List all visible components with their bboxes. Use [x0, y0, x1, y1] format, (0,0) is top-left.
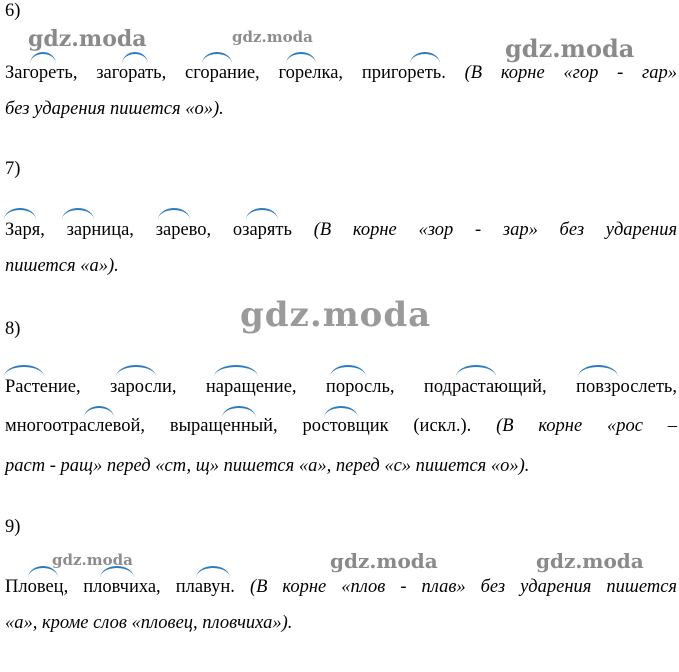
word-list: Пловец, пловчиха, плавун.	[5, 577, 235, 597]
word-list: многоотраслевой, выращенный, ростовщик (искл.).	[5, 416, 472, 436]
section-number: 8)	[5, 319, 21, 339]
section-7-line-1	[5, 219, 677, 241]
section-6-line-2: без ударения пишется «о»).	[5, 99, 224, 119]
root-arc-decoration	[4, 365, 44, 377]
root-arc-decoration	[62, 208, 94, 220]
root-arc-decoration	[246, 208, 278, 220]
section-8-line-1: Растение, заросли, наращение, поросль, подрастающий, повзрослеть,	[5, 377, 677, 397]
rule-note: (В корне «плов - плав» без ударения пишется	[249, 577, 677, 597]
word: озарять	[232, 220, 292, 240]
watermark: gdz.moda	[52, 551, 133, 569]
word: сгорание,	[185, 63, 260, 83]
section-7-line-2: пишется «а»).	[5, 256, 119, 276]
word: пригореть.	[361, 63, 446, 83]
section-9-line-1	[5, 576, 677, 598]
rule-note: (В корне «гор - гар»	[464, 63, 677, 83]
watermark: gdz.moda	[536, 549, 644, 573]
root-arc-decoration	[196, 566, 230, 578]
root-arc-decoration	[84, 406, 114, 418]
word: загорать,	[96, 63, 167, 83]
watermark: gdz.moda	[232, 28, 313, 46]
root-arc-decoration	[410, 52, 440, 64]
root-arc-decoration	[222, 406, 256, 418]
root-arc-decoration	[324, 406, 358, 418]
root-arc-decoration	[330, 365, 366, 377]
word: зарница,	[66, 220, 134, 240]
watermark: gdz.moda	[28, 26, 147, 52]
rule-note: (В корне «зор - зар» без ударения	[313, 220, 678, 240]
root-arc-decoration	[202, 52, 232, 64]
section-9-line-2: «а», кроме слов «пловец, пловчиха»).	[5, 613, 293, 633]
section-6-line-1	[5, 62, 677, 84]
root-arc-decoration	[116, 365, 156, 377]
section-8-line-3: раст - ращ» перед «ст, щ» пишется «а», перед «с» пишется «о»).	[5, 456, 530, 476]
section-8-line-2	[5, 415, 677, 437]
root-arc-decoration	[214, 365, 258, 377]
root-arc-decoration	[578, 365, 618, 377]
rule-note: (В корне «рос –	[496, 416, 677, 436]
root-arc-decoration	[456, 365, 496, 377]
root-arc-decoration	[30, 52, 56, 64]
word: горелка,	[278, 63, 344, 83]
word: зарево,	[155, 220, 212, 240]
root-arc-decoration	[122, 52, 148, 64]
watermark: gdz.moda	[240, 295, 432, 335]
root-arc-decoration	[158, 208, 190, 220]
word: Заря,	[5, 220, 45, 240]
root-arc-decoration	[4, 208, 36, 220]
watermark: gdz.moda	[505, 34, 635, 63]
section-number: 9)	[5, 517, 21, 537]
word: Загореть,	[5, 63, 78, 83]
section-number: 7)	[5, 159, 21, 179]
section-number: 6)	[5, 1, 21, 21]
watermark: gdz.moda	[330, 549, 438, 573]
root-arc-decoration	[286, 52, 316, 64]
